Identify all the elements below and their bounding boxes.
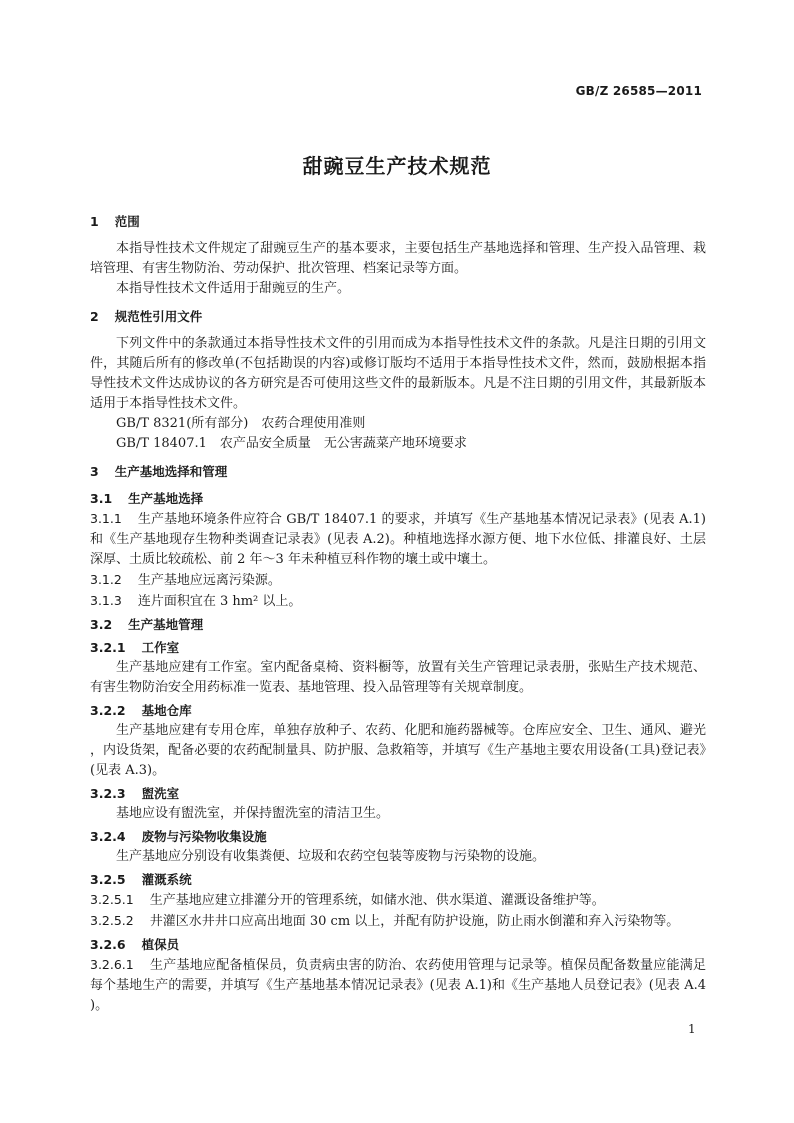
clause-number: 3.2.6.1 <box>90 957 134 972</box>
clause-heading-3-2-3 <box>90 784 706 804</box>
clause-title: 灌溉系统 <box>141 872 192 887</box>
standard-code: GB/Z 26585—2011 <box>575 84 702 98</box>
document-body <box>90 212 706 1016</box>
subsection-title: 生产基地管理 <box>128 617 204 632</box>
subsection-number: 3.2 <box>90 617 113 632</box>
clause-3-1-3 <box>90 591 706 612</box>
clause-text: 生产基地环境条件应符合 GB/T 18407.1 的要求，并填写《生产基地基本情况记录表》(见表 A.1)和《生产基地现存生物种类调查记录表》(见表 A.2)。种植地选择水源方便、地下水位低、排灌良好、土层深厚、土质比较疏松、前 2 年～3 年未种植豆科作物的壤土或中壤土。 <box>90 512 706 567</box>
section-number: 2 <box>90 309 99 324</box>
clause-number: 3.1.1 <box>90 511 122 526</box>
clause-3-2-5-2 <box>90 911 706 932</box>
clause-heading-3-2-6 <box>90 935 706 955</box>
clause-title: 植保员 <box>141 937 180 952</box>
clause-number: 3.2.4 <box>90 829 126 844</box>
document-title: 甜豌豆生产技术规范 <box>302 154 492 178</box>
clause-number: 3.2.1 <box>90 640 126 655</box>
clause-heading-3-2-2 <box>90 701 706 721</box>
clause-number: 3.2.2 <box>90 703 126 718</box>
paragraph: 基地应设有盥洗室，并保持盥洗室的清洁卫生。 <box>116 806 390 821</box>
subsection-number: 3.1 <box>90 491 113 506</box>
clause-number: 3.2.6 <box>90 937 126 952</box>
clause-title: 废物与污染物收集设施 <box>141 829 267 844</box>
section-title: 生产基地选择和管理 <box>114 464 228 479</box>
clause-text: 井灌区水井井口应高出地面 30 cm 以上，并配有防护设施，防止雨水倒灌和弃入污染物等。 <box>149 914 680 929</box>
section-title: 规范性引用文件 <box>114 309 203 324</box>
clause-number: 3.1.3 <box>90 593 122 608</box>
reference-item: GB/T 18407.1 农产品安全质量 无公害蔬菜产地环境要求 <box>116 436 467 451</box>
subsection-heading-3-2 <box>90 615 706 635</box>
clause-3-1-1 <box>90 509 706 570</box>
subsection-heading-3-1 <box>90 489 706 509</box>
section-heading-3 <box>90 462 706 482</box>
clause-number: 3.2.5.1 <box>90 892 134 907</box>
clause-text: 连片面积宜在 3 hm² 以上。 <box>137 594 302 609</box>
section-heading-1 <box>90 212 706 232</box>
clause-title: 盥洗室 <box>141 786 180 801</box>
paragraph: 本指导性技术文件规定了甜豌豆生产的基本要求，主要包括生产基地选择和管理、生产投入品管理、栽培管理、有害生物防治、劳动保护、批次管理、档案记录等方面。 <box>90 241 706 276</box>
section-number: 1 <box>90 214 99 229</box>
clause-number: 3.1.2 <box>90 572 122 587</box>
clause-heading-3-2-4 <box>90 827 706 847</box>
clause-number: 3.2.5.2 <box>90 913 134 928</box>
clause-title: 基地仓库 <box>141 703 192 718</box>
clause-3-1-2 <box>90 570 706 591</box>
section-heading-2 <box>90 307 706 327</box>
clause-text: 生产基地应远离污染源。 <box>137 573 281 588</box>
clause-number: 3.2.5 <box>90 872 126 887</box>
clause-text: 生产基地应建立排灌分开的管理系统，如储水池、供水渠道、灌溉设备维护等。 <box>149 893 605 908</box>
paragraph: 生产基地应建有工作室。室内配备桌椅、资料橱等，放置有关生产管理记录表册，张贴生产技术规范、有害生物防治安全用药标准一览表、基地管理、投入品管理等有关规章制度。 <box>90 660 706 695</box>
clause-text: 生产基地应配备植保员，负责病虫害的防治、农药使用管理与记录等。植保员配备数量应能满足每个基地生产的需要，并填写《生产基地基本情况记录表》(见表 A.1)和《生产基地人员登记表》(见表 A.4)。 <box>90 958 706 1013</box>
paragraph: 下列文件中的条款通过本指导性技术文件的引用而成为本指导性技术文件的条款。凡是注日期的引用文件，其随后所有的修改单(不包括勘误的内容)或修订版均不适用于本指导性技术文件，然而，鼓励根据本指导性技术文件达成协议的各方研究是否可使用这些文件的最新版本。凡是不注日期的引用文件，其最新版本适用于本指导性技术文件。 <box>90 336 706 411</box>
clause-3-2-5-1 <box>90 890 706 911</box>
subsection-title: 生产基地选择 <box>128 491 204 506</box>
clause-title: 工作室 <box>141 640 180 655</box>
paragraph: 本指导性技术文件适用于甜豌豆的生产。 <box>116 281 351 296</box>
clause-heading-3-2-5 <box>90 870 706 890</box>
section-number: 3 <box>90 464 99 479</box>
clause-heading-3-2-1 <box>90 638 706 658</box>
paragraph: 生产基地应建有专用仓库，单独存放种子、农药、化肥和施药器械等。仓库应安全、卫生、通风、避光，内设货架，配备必要的农药配制量具、防护服、急救箱等，并填写《生产基地主要农用设备(工具)登记表》(见表 A.3)。 <box>90 723 706 778</box>
clause-number: 3.2.3 <box>90 786 126 801</box>
section-title: 范围 <box>114 214 140 229</box>
clause-3-2-6-1 <box>90 955 706 1016</box>
page-number: 1 <box>688 1022 696 1036</box>
paragraph: 生产基地应分别设有收集粪便、垃圾和农药空包装等废物与污染物的设施。 <box>116 849 546 864</box>
reference-item: GB/T 8321(所有部分) 农药合理使用准则 <box>116 416 366 431</box>
